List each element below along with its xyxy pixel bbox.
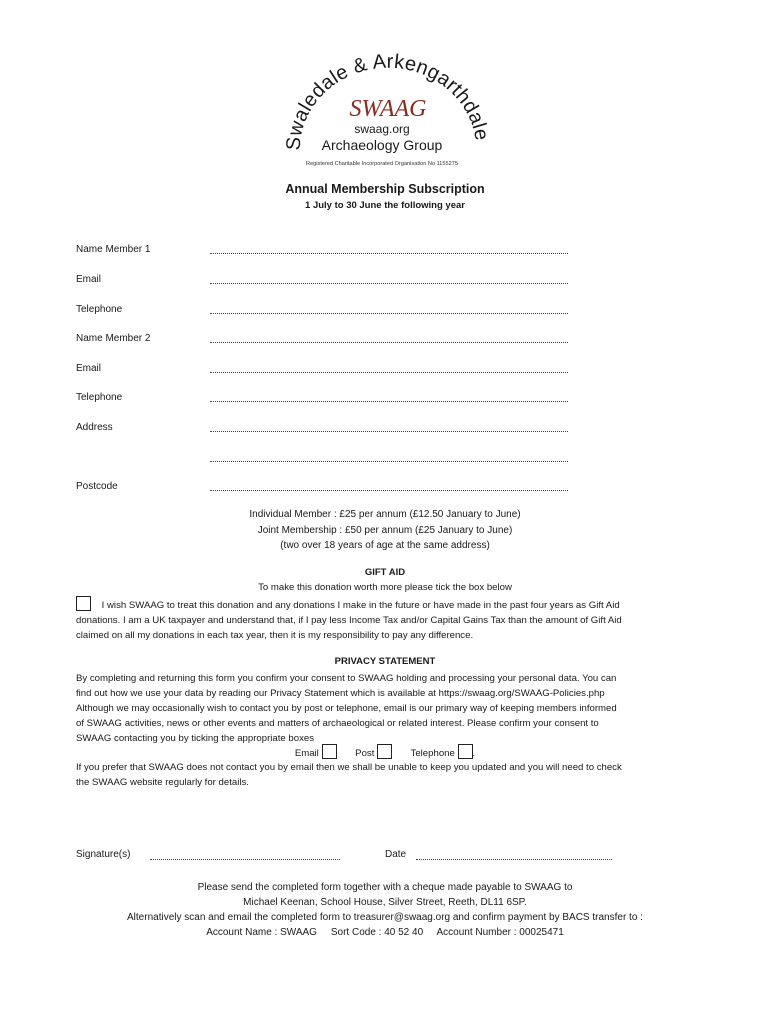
postcode-line[interactable] xyxy=(210,490,568,491)
gift-aid-heading: GIFT AID xyxy=(364,567,406,578)
gift-aid-line-2: donations. I am a UK taxpayer and understand that, if I pay less Income Tax and/or Capital Gains Tax than the amount of Gift Aid xyxy=(76,615,622,626)
consent-telephone-checkbox[interactable] xyxy=(458,744,473,759)
telephone-1-line[interactable] xyxy=(210,313,568,314)
field-label: Name Member 2 xyxy=(76,333,151,344)
privacy-line-6: If you prefer that SWAAG does not contact you by email then we shall be unable to keep you updated and you will need to check xyxy=(76,762,622,773)
gift-aid-line-1 xyxy=(76,596,694,613)
gift-aid-declaration xyxy=(76,596,694,643)
address-line-1[interactable] xyxy=(210,431,568,432)
telephone-2-line[interactable] xyxy=(210,401,568,402)
field-label: Postcode xyxy=(76,481,118,492)
privacy-line-1: By completing and returning this form you confirm your consent to SWAAG holding and processing your personal data. You can xyxy=(76,673,617,684)
field-email-1 xyxy=(76,274,576,288)
address-line-2[interactable] xyxy=(210,461,568,462)
logo-graphic xyxy=(270,44,500,172)
signature-label: Signature(s) xyxy=(76,849,131,860)
field-telephone-1 xyxy=(76,304,576,318)
field-email-2 xyxy=(76,363,576,377)
consent-telephone-label: Telephone xyxy=(410,748,455,759)
consent-email-label: Email xyxy=(294,748,319,759)
privacy-statement xyxy=(76,671,694,746)
name-member-2-line[interactable] xyxy=(210,342,568,343)
gift-aid-line-3: claimed on all my donations in each tax year, then it is my responsibility to pay any difference. xyxy=(76,630,474,641)
field-address xyxy=(76,422,576,436)
swaag-logo xyxy=(270,44,500,172)
individual-price: Individual Member : £25 per annum (£12.50 January to June) xyxy=(249,509,521,520)
membership-pricing xyxy=(0,507,770,554)
field-label: Address xyxy=(76,422,113,433)
signature-line[interactable] xyxy=(150,859,340,860)
field-name-member-1 xyxy=(76,244,576,258)
field-label: Telephone xyxy=(76,304,123,315)
field-label: Telephone xyxy=(76,392,123,403)
privacy-line-5: SWAAG contacting you by ticking the appropriate boxes xyxy=(76,733,315,744)
field-postcode xyxy=(76,481,576,495)
form-subtitle: 1 July to 30 June the following year xyxy=(305,200,465,211)
logo-group-name: Archaeology Group xyxy=(321,137,443,153)
email-1-line[interactable] xyxy=(210,283,568,284)
consent-end-punct: . xyxy=(472,748,476,759)
joint-note: (two over 18 years of age at the same address) xyxy=(280,540,490,551)
footer-line-3: Alternatively scan and email the completed form to treasurer@swaag.org and confirm payment by BACS transfer to : xyxy=(127,912,643,923)
gift-aid-text-1: I wish SWAAG to treat this donation and any donations I make in the future or have made in the past four years as Gift Aid xyxy=(101,600,620,611)
date-line[interactable] xyxy=(416,859,612,860)
footer-line-2: Michael Keenan, School House, Silver Street, Reeth, DL11 6SP. xyxy=(243,897,527,908)
field-name-member-2 xyxy=(76,333,576,347)
logo-registration: Registered Charitable Incorporated Organisation No 1155275 xyxy=(306,161,458,167)
field-label: Name Member 1 xyxy=(76,244,151,255)
field-address-2 xyxy=(76,452,576,466)
field-label: Email xyxy=(76,274,102,285)
gift-aid-checkbox[interactable] xyxy=(76,596,91,611)
field-label: Email xyxy=(76,363,102,374)
privacy-line-7: the SWAAG website regularly for details. xyxy=(76,777,249,788)
email-2-line[interactable] xyxy=(210,372,568,373)
gift-aid-instruction: To make this donation worth more please tick the box below xyxy=(258,582,512,593)
field-telephone-2 xyxy=(76,392,576,406)
consent-email-checkbox[interactable] xyxy=(322,744,337,759)
joint-price: Joint Membership : £50 per annum (£25 January to June) xyxy=(257,524,513,536)
privacy-line-4: of SWAAG activities, news or other events and matters of archaeological or related interest. Please confirm your consent to xyxy=(76,718,599,729)
logo-acronym: SWAAG xyxy=(349,96,427,122)
privacy-line-2: find out how we use your data by reading our Privacy Statement which is available at https://swaag.org/SWAAG-Policies.php xyxy=(76,688,605,699)
name-member-1-line[interactable] xyxy=(210,253,568,254)
logo-website: swaag.org xyxy=(354,122,410,136)
consent-post-label: Post xyxy=(355,748,375,759)
form-title: Annual Membership Subscription xyxy=(285,182,485,196)
form-footer xyxy=(0,880,770,940)
privacy-email-note xyxy=(76,760,694,790)
privacy-line-3: Although we may occasionally wish to contact you by post or telephone, email is our primary way of keeping members informed xyxy=(76,703,617,714)
footer-line-1: Please send the completed form together with a cheque made payable to SWAAG to xyxy=(197,882,573,893)
logo-arc-text: Swaledale & Arkengarthdale xyxy=(282,50,493,152)
footer-line-4: Account Name : SWAAG Sort Code : 40 52 40 Account Number : 00025471 xyxy=(206,927,564,938)
privacy-heading: PRIVACY STATEMENT xyxy=(334,656,436,667)
date-label: Date xyxy=(385,849,407,860)
consent-post-checkbox[interactable] xyxy=(377,744,392,759)
consent-options xyxy=(0,744,770,759)
